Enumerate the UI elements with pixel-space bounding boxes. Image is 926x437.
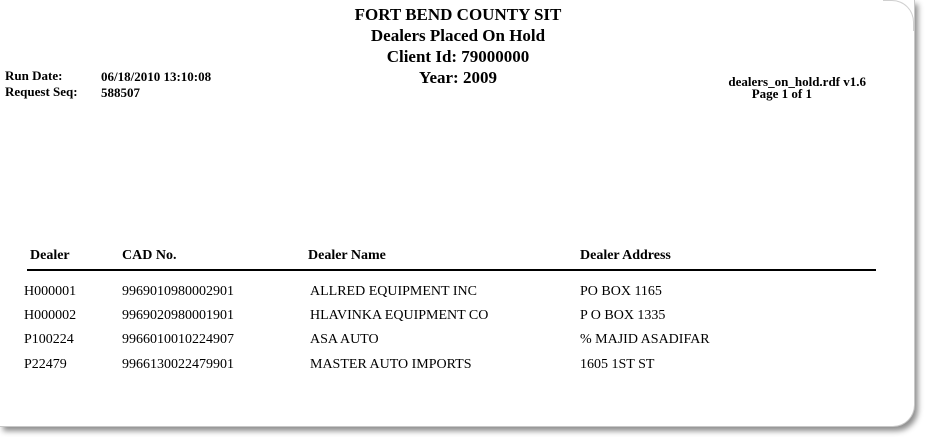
report-title: Dealers Placed On Hold: [370, 26, 546, 45]
run-date-value: 06/18/2010 13:10:08: [101, 69, 212, 84]
table-row: [0, 356, 914, 380]
report-client-id: Client Id: 79000000: [386, 47, 530, 66]
column-header-dealer: Dealer: [30, 248, 70, 263]
request-seq-label: Request Seq:: [5, 84, 78, 99]
cad-no-cell: 9966130022479901: [122, 357, 234, 372]
cad-no-cell: 9969010980002901: [122, 284, 234, 299]
cad-no-cell: 9966010010224907: [122, 332, 234, 347]
page-corner: [883, 0, 914, 31]
dealer-address-cell: PO BOX 1165: [580, 284, 662, 299]
column-header-cad-no: CAD No.: [122, 248, 177, 263]
dealer-name-cell: ASA AUTO: [310, 332, 379, 347]
page-number: Page 1 of 1: [751, 86, 812, 101]
table-row: [0, 307, 914, 331]
table-row: [0, 283, 914, 307]
dealer-name-cell: MASTER AUTO IMPORTS: [310, 357, 472, 372]
dealer-name-cell: HLAVINKA EQUIPMENT CO: [310, 308, 489, 323]
header-divider: [27, 269, 876, 271]
report-year: Year: 2009: [419, 68, 497, 87]
table-row: [0, 331, 914, 355]
cad-no-cell: 9969020980001901: [122, 308, 234, 323]
report-county-title: FORT BEND COUNTY SIT: [354, 5, 562, 24]
dealer-cell: H000002: [24, 308, 77, 323]
dealer-cell: H000001: [24, 284, 77, 299]
dealer-cell: P22479: [24, 357, 67, 372]
column-header-dealer-name: Dealer Name: [308, 248, 386, 263]
run-date-label: Run Date:: [5, 68, 63, 83]
column-header-dealer-address: Dealer Address: [580, 248, 671, 263]
report-file-id: dealers_on_hold.rdf v1.6: [728, 74, 866, 89]
dealer-address-cell: % MAJID ASADIFAR: [580, 332, 710, 347]
dealer-address-cell: P O BOX 1335: [580, 308, 666, 323]
dealer-address-cell: 1605 1ST ST: [580, 357, 655, 372]
request-seq-value: 588507: [101, 85, 140, 100]
dealer-cell: P100224: [24, 332, 74, 347]
dealer-name-cell: ALLRED EQUIPMENT INC: [310, 284, 477, 299]
